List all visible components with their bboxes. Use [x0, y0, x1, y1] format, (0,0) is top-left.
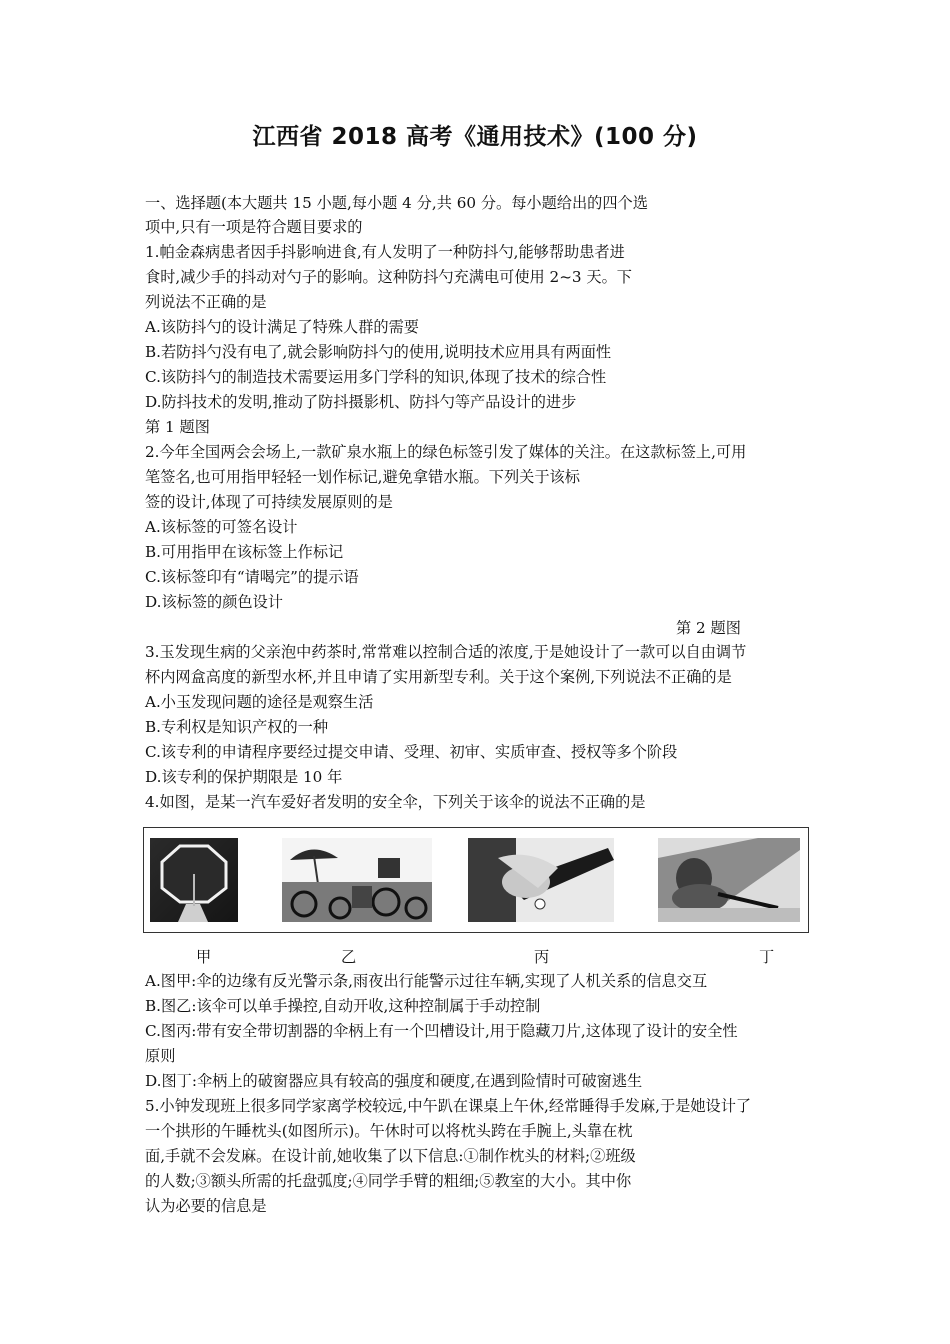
text-line: 项中,只有一项是符合题目要求的	[145, 218, 363, 236]
figure-panel	[143, 827, 809, 933]
option-d: D.防抖技术的发明,推动了防抖摄影机、防抖勺等产品设计的进步	[145, 393, 577, 411]
question-5: 5.小钟发现班上很多同学家离学校较远,中午趴在课桌上午休,经常睡得手发麻,于是她设计了	[145, 1097, 752, 1115]
question-2: 2.今年全国两会会场上,一款矿泉水瓶上的绿色标签引发了媒体的关注。在这款标签上,可用	[145, 443, 747, 461]
figure-caption: 第 2 题图	[676, 619, 741, 637]
option-c: C.该防抖勺的制造技术需要运用多门学科的知识,体现了技术的综合性	[145, 368, 607, 386]
photo-label-ding: 丁	[759, 948, 775, 966]
photo-label-bing: 丙	[534, 948, 550, 966]
section-heading: 一、选择题(本大题共 15 小题,每小题 4 分,共 60 分。每小题给出的四个选	[145, 194, 648, 212]
option-b: B.图乙:该伞可以单手操控,自动开收,这种控制属于手动控制	[145, 997, 541, 1015]
option-c: C.该专利的申请程序要经过提交申请、受理、初审、实质审查、授权等多个阶段	[145, 743, 678, 761]
text-line: 笔签名,也可用指甲轻轻一划作标记,避免拿错水瓶。下列关于该标	[145, 468, 580, 486]
question-4: 4.如图，是某一汽车爱好者发明的安全伞，下列关于该伞的说法不正确的是	[145, 793, 646, 811]
umbrella-photo-jia	[150, 838, 238, 922]
page-title: 江西省 2018 高考《通用技术》(100 分)	[252, 124, 698, 150]
option-b: B.专利权是知识产权的一种	[145, 718, 329, 736]
text-line: 认为必要的信息是	[145, 1197, 267, 1215]
question-3: 3.玉发现生病的父亲泡中药茶时,常常难以控制合适的浓度,于是她设计了一款可以自由调节	[145, 643, 747, 661]
option-a: A.小玉发现问题的途径是观察生活	[145, 693, 374, 711]
text-line: 列说法不正确的是	[145, 293, 267, 311]
umbrella-photo-ding	[658, 838, 800, 922]
option-d: D.该标签的颜色设计	[145, 593, 283, 611]
option-a: A.该标签的可签名设计	[145, 518, 298, 536]
question-1: 1.帕金森病患者因手抖影响进食,有人发明了一种防抖勺,能够帮助患者进	[145, 243, 625, 261]
option-d: D.图丁:伞柄上的破窗器应具有较高的强度和硬度,在遇到险情时可破窗逃生	[145, 1072, 643, 1090]
photo-label-jia: 甲	[196, 948, 212, 966]
text-line: 的人数;③额头所需的托盘弧度;④同学手臂的粗细;⑤教室的大小。其中你	[145, 1172, 632, 1190]
text-line: 一个拱形的午睡枕头(如图所示)。午休时可以将枕头跨在手腕上,头靠在枕	[145, 1122, 633, 1140]
umbrella-photo-bing	[468, 838, 614, 922]
text-line: 食时,减少手的抖动对勺子的影响。这种防抖勺充满电可使用 2~3 天。下	[145, 268, 632, 286]
option-b: B.若防抖勺没有电了,就会影响防抖勺的使用,说明技术应用具有两面性	[145, 343, 612, 361]
text-line: 签的设计,体现了可持续发展原则的是	[145, 493, 393, 511]
photo-label-yi: 乙	[341, 948, 357, 966]
option-c: C.该标签印有“请喝完”的提示语	[145, 568, 359, 586]
option-d: D.该专利的保护期限是 10 年	[145, 768, 343, 786]
option-b: B.可用指甲在该标签上作标记	[145, 543, 344, 561]
umbrella-photo-yi	[282, 838, 432, 922]
option-c: C.图丙:带有安全带切割器的伞柄上有一个凹槽设计,用于隐藏刀片,这体现了设计的安全性	[145, 1022, 738, 1040]
text-line: 原则	[145, 1047, 176, 1065]
text-line: 杯内网盒高度的新型水杯,并且申请了实用新型专利。关于这个案例,下列说法不正确的是	[145, 668, 732, 686]
text-line: 面,手就不会发麻。在设计前,她收集了以下信息:①制作枕头的材料;②班级	[145, 1147, 636, 1165]
option-a: A.图甲:伞的边缘有反光警示条,雨夜出行能警示过往车辆,实现了人机关系的信息交互	[145, 972, 708, 990]
figure-caption: 第 1 题图	[145, 418, 210, 436]
option-a: A.该防抖勺的设计满足了特殊人群的需要	[145, 318, 419, 336]
